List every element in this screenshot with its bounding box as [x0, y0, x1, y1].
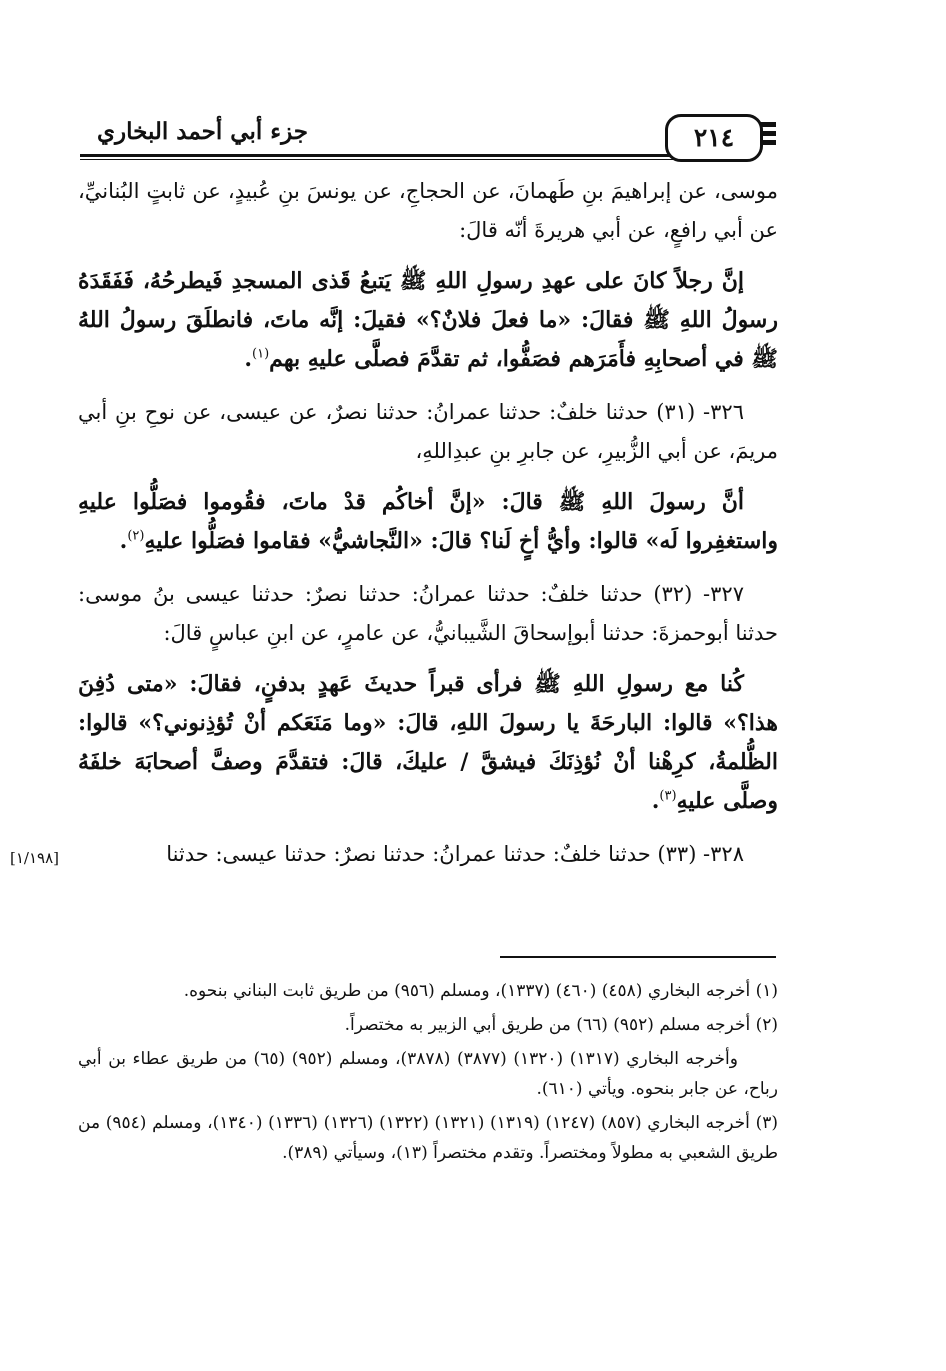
- chain-of-narration: موسى، عن إبراهيمَ بنِ طَهمانَ، عن الحجاجِ، عن يونسَ بنِ عُبيدٍ، عن ثابتٍ البُنانيِّ، عن أبي رافعٍ، عن أبي هريرةَ أنّه قالَ:: [78, 179, 778, 242]
- page-header: [80, 112, 776, 162]
- hadith-text-body: إنَّ رجلاً كانَ على عهدِ رسولِ اللهِ ﷺ يَتبعُ قَذى المسجدِ فَيطرحُهُ، فَفَقَدَهُ رسولُ اللهِ ﷺ فقالَ: «ما فعلَ فلانٌ؟» فقيلَ: إنَّه ماتَ، فانطلَقَ رسولُ اللهُ ﷺ في أصحابِهِ فأَمَرَهم فصَفُّوا، ثم تقدَّمَ فصلَّى عليهِ بهم: [78, 268, 778, 372]
- header-rule-thin: [80, 159, 680, 160]
- chain-of-narration: ٣٢٨- (٣٣) حدثنا خلفٌ: حدثنا عمرانُ: حدثنا نصرٌ: حدثنا عيسى: حدثنا: [166, 842, 744, 866]
- hadith-text-body: كُنا مع رسولِ اللهِ ﷺ فرأى قبراً حديثَ عَهدٍ بدفنٍ، فقالَ: «متى دُفِنَ هذا؟» قالوا: البارحَةَ يا رسولَ اللهِ، قالَ: «وما مَنَعَكم أنْ تُؤذِنوني؟» قالوا: الظُّلمةُ، كرِهْنا أنْ نُؤذِنَكَ فيشقَّ / عليكَ، قالَ: فتقدَّمَ وصفَّ أصحابَهَ خلفَهُ وصلَّى عليهِ: [78, 671, 778, 814]
- footnote-reference: (١): [252, 346, 270, 362]
- footnote: (١) أخرجه البخاري (٤٥٨) (٤٦٠) (١٣٣٧)، ومسلم (٩٥٦) من طريق ثابت البناني بنحوه.: [183, 981, 778, 1001]
- hadith-text: أنَّ رسولَ اللهِ ﷺ قالَ: «إنَّ أخاكُم قدْ ماتَ، فقُوموا فصَلُّوا عليهِ واستغفِروا لَه» قالوا: وأيُّ أخٍ لَنا؟ قالَ: «النَّجاشيُّ» فقاموا فصَلُّوا عليهِ$^{(٢)}$.: [78, 489, 778, 554]
- manuscript-folio-reference: [١/١٩٨]: [10, 849, 59, 867]
- hadith-text: إنَّ رجلاً كانَ على عهدِ رسولِ اللهِ ﷺ يَتبعُ قَذى المسجدِ فَيطرحُهُ، فَفَقَدَهُ رسولُ اللهِ ﷺ فقالَ: «ما فعلَ فلانٌ؟» فقيلَ: إنَّه ماتَ، فانطلَقَ رسولُ اللهُ ﷺ في أصحابِهِ فأَمَرَهم فصَفُّوا، ثم تقدَّمَ فصلَّى عليهِ بهم$^{(١)}$.: [78, 268, 778, 372]
- footnote: (٣) أخرجه البخاري (٨٥٧) (١٢٤٧) (١٣١٩) (١٣٢١) (١٣٢٢) (١٣٢٦) (١٣٣٦) (١٣٤٠)، ومسلم (٩٥٤) من طريق الشعبي به مطولاً ومختصراً. وتقدم مختصراً (١٣)، وسيأتي (٣٨٩).: [78, 1113, 778, 1163]
- header-rule: [80, 154, 680, 157]
- page-number-ornament: [760, 122, 776, 152]
- running-title: جزء أبي أحمد البخاري: [97, 118, 308, 145]
- footnote-separator: [500, 956, 776, 958]
- chain-of-narration: ٣٢٦- (٣١) حدثنا خلفٌ: حدثنا عمرانُ: حدثنا نصرٌ، عن عيسى، عن نوحِ بنِ أبي مريمَ، عن أبي الزُّبيرِ، عن جابرِ بنِ عبدِاللهِ،: [78, 400, 778, 463]
- footnotes: [78, 976, 778, 1172]
- footnote: وأخرجه البخاري (١٣١٧) (١٣٢٠) (٣٨٧٧) (٣٨٧٨)، ومسلم (٩٥٢) (٦٥) من طريق عطاء بن أبي رباح، عن جابر بنحوه. ويأتي (٦١٠).: [78, 1049, 778, 1099]
- footnote-reference: (٢): [127, 528, 145, 544]
- page-number: ٢١٤: [665, 114, 763, 162]
- footnote: (٢) أخرجه مسلم (٩٥٢) (٦٦) من طريق أبي الزبير به مختصراً.: [344, 1015, 778, 1035]
- hadith-text: كُنا مع رسولِ اللهِ ﷺ فرأى قبراً حديثَ عَهدٍ بدفنٍ، فقالَ: «متى دُفِنَ هذا؟» قالوا: البارحَةَ يا رسولَ اللهِ، قالَ: «وما مَنَعَكم أنْ تُؤذِنوني؟» قالوا: الظُّلمةُ، كرِهْنا أنْ نُؤذِنَكَ فيشقَّ / عليكَ، قالَ: فتقدَّمَ وصفَّ أصحابَهَ خلفَهُ وصلَّى عليهِ$^{(٣)}$.: [78, 671, 778, 814]
- chain-of-narration: ٣٢٧- (٣٢) حدثنا خلفٌ: حدثنا عمرانُ: حدثنا نصرٌ: حدثنا عيسى بنُ موسى: حدثنا أبوحمزةَ: حدثنا أبوإسحاقَ الشَّيبانيُّ، عن عامرٍ، عن ابنِ عباسٍ قالَ:: [78, 582, 778, 645]
- footnote-reference: (٣): [659, 788, 677, 804]
- hadith-text-body: أنَّ رسولَ اللهِ ﷺ قالَ: «إنَّ أخاكُم قدْ ماتَ، فقُوموا فصَلُّوا عليهِ واستغفِروا لَه» قالوا: وأيُّ أخٍ لَنا؟ قالَ: «النَّجاشيُّ» فقاموا فصَلُّوا عليهِ: [78, 489, 778, 554]
- main-text: [78, 172, 778, 874]
